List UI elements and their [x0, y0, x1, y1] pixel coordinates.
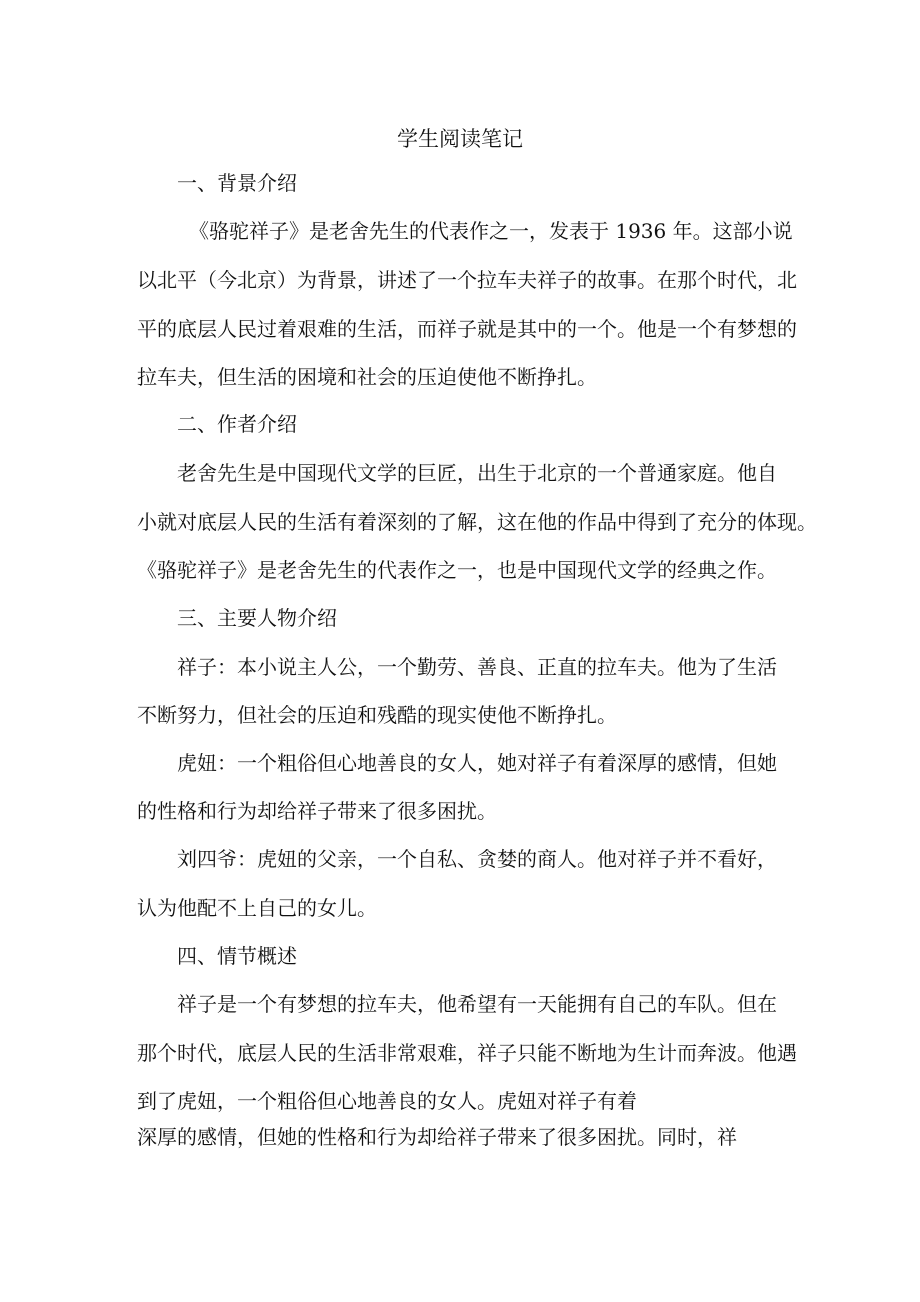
section-heading-background: 一、背景介绍 [177, 171, 297, 195]
paragraph-line: 祥子：本小说主人公，一个勤劳、善良、正直的拉车夫。他为了生活 [177, 655, 777, 679]
paragraph-line: 那个时代，底层人民的生活非常艰难，祥子只能不断地为生计而奔波。他遇 [137, 1041, 797, 1065]
paragraph-line: 平的底层人民过着艰难的生活，而祥子就是其中的一个。他是一个有梦想的 [137, 317, 797, 341]
section-heading-characters: 三、主要人物介绍 [177, 606, 337, 630]
paragraph-line: 虎妞：一个粗俗但心地善良的女人，她对祥子有着深厚的感情，但她 [177, 751, 777, 775]
paragraph-line: 不断努力，但社会的压迫和残酷的现实使他不断挣扎。 [137, 703, 617, 727]
paragraph-line: 祥子是一个有梦想的拉车夫，他希望有一天能拥有自己的车队。但在 [177, 992, 777, 1016]
paragraph-line: 深厚的感情，但她的性格和行为却给祥子带来了很多困扰。同时，祥 [137, 1125, 737, 1149]
paragraph-line: 认为他配不上自己的女儿。 [137, 896, 377, 920]
paragraph-line: 老舍先生是中国现代文学的巨匠，出生于北京的一个普通家庭。他自 [177, 461, 777, 485]
paragraph-line: 的性格和行为却给祥子带来了很多困扰。 [137, 799, 497, 823]
paragraph-line: 拉车夫，但生活的困境和社会的压迫使他不断挣扎。 [137, 365, 597, 389]
page-title: 学生阅读笔记 [397, 127, 523, 151]
section-heading-author: 二、作者介绍 [177, 412, 297, 436]
paragraph-line: 到了虎妞，一个粗俗但心地善良的女人。虎妞对祥子有着 [137, 1089, 637, 1113]
section-heading-plot: 四、情节概述 [177, 944, 297, 968]
paragraph-line: 《骆驼祥子》是老舍先生的代表作之一，发表于 1936 年。这部小说 [189, 219, 793, 243]
paragraph-line: 刘四爷：虎妞的父亲，一个自私、贪婪的商人。他对祥子并不看好， [177, 847, 777, 871]
paragraph-line: 以北平（今北京）为背景，讲述了一个拉车夫祥子的故事。在那个时代，北 [137, 268, 797, 292]
paragraph-line: 小就对底层人民的生活有着深刻的了解，这在他的作品中得到了充分的体现。 [137, 510, 817, 534]
paragraph-line: 《骆驼祥子》是老舍先生的代表作之一，也是中国现代文学的经典之作。 [137, 558, 777, 582]
